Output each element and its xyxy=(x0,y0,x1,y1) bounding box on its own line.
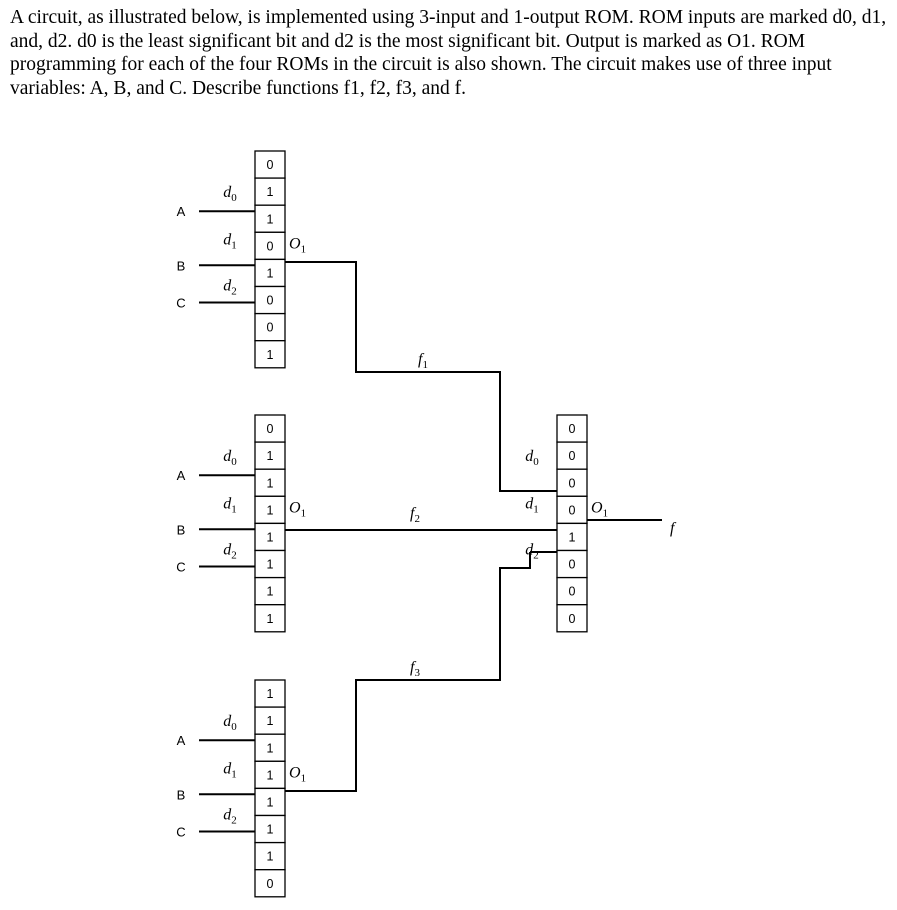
rom-f2 xyxy=(255,415,285,632)
rom-f2-cell-value: 1 xyxy=(266,584,274,599)
label-f1: $f_1$ xyxy=(418,351,428,371)
rom-f2-cell-value: 1 xyxy=(266,530,274,545)
rom-f3-pin-d1: $d_1$ xyxy=(223,760,237,781)
rom-f-cell-value: 0 xyxy=(568,449,576,464)
rom-f3-output-label: $O_1$ xyxy=(289,764,307,785)
rom-f3-cell-value: 1 xyxy=(266,849,274,864)
rom-f2-input-a-label: A xyxy=(176,468,186,484)
rom-f1-cell-value: 0 xyxy=(266,320,274,335)
rom-f-pin-d1: $d_1$ xyxy=(525,495,539,516)
problem-text: A circuit, as illustrated below, is implemented using 3-input and 1-output ROM. ROM inputs are marked d0, d1, and, d2. d0 is the least significant bit and d2 is the most significant bit. Output is marked as O1. ROM programming for each of the four ROMs in the circuit is also shown. The circuit makes use of three input variables: A, B, and C. Describe functions f1, f2, f3, and f. xyxy=(10,7,887,99)
rom-f3-cell-value: 1 xyxy=(266,687,274,702)
wire-f1 xyxy=(285,262,530,491)
rom-f3-cell-value: 1 xyxy=(266,822,274,837)
rom-f3-input-c-label: C xyxy=(176,824,186,840)
rom-f2-input-c-label: C xyxy=(176,559,186,575)
rom-f-cell-value: 0 xyxy=(568,584,576,599)
rom-f3-cell-value: 1 xyxy=(266,768,274,783)
rom-f-cell-value: 0 xyxy=(568,476,576,491)
rom-f3-pin-d2: $d_2$ xyxy=(223,806,237,827)
rom-f3-cell-value: 1 xyxy=(266,714,274,729)
rom-f1-pin-d1: $d_1$ xyxy=(223,231,237,252)
rom-f1-pin-d0: $d_0$ xyxy=(223,184,237,205)
rom-f-cell-value: 0 xyxy=(568,422,576,437)
rom-f xyxy=(557,415,587,632)
rom-f2-output-label: $O_1$ xyxy=(289,499,307,520)
rom-f2-cell-value: 1 xyxy=(266,449,274,464)
rom-f-cell-value: 0 xyxy=(568,611,576,626)
rom-f2-cell-value: 1 xyxy=(266,476,274,491)
rom-f3-input-b-label: B xyxy=(176,787,186,803)
rom-f1 xyxy=(255,151,285,368)
rom-f2-input-b-label: B xyxy=(176,522,186,538)
rom-f1-cell-value: 1 xyxy=(266,212,274,227)
rom-f1-cell-value: 1 xyxy=(266,266,274,281)
rom-f1-input-a-label: A xyxy=(176,204,186,220)
rom-f3-pin-d0: $d_0$ xyxy=(223,713,237,734)
rom-f1-input-c-label: C xyxy=(176,295,186,311)
rom-f1-output-label: $O_1$ xyxy=(289,235,307,256)
rom-f2-pin-d0: $d_0$ xyxy=(223,448,237,469)
rom-f-cell-value: 1 xyxy=(568,530,576,545)
rom-f-output-label: $O_1$ xyxy=(591,499,609,520)
rom-f2-cell-value: 0 xyxy=(266,422,274,437)
rom-f1-cell-value: 0 xyxy=(266,293,274,308)
rom-f2-cell-value: 1 xyxy=(266,503,274,518)
rom-f2-pin-d1: $d_1$ xyxy=(223,495,237,516)
rom-f2-pin-d2: $d_2$ xyxy=(223,541,237,562)
rom-f-pin-d0: $d_0$ xyxy=(525,448,539,469)
rom-f-pin-d2: $d_2$ xyxy=(525,541,539,562)
rom-f3-cell-value: 1 xyxy=(266,741,274,756)
rom-f1-cell-value: 0 xyxy=(266,158,274,173)
rom-f1-cell-value: 1 xyxy=(266,185,274,200)
rom-f1-pin-d2: $d_2$ xyxy=(223,277,237,298)
rom-f2-cell-value: 1 xyxy=(266,611,274,626)
rom-f-cell-value: 0 xyxy=(568,557,576,572)
label-f2: $f_2$ xyxy=(410,505,420,525)
rom-f1-input-b-label: B xyxy=(176,258,186,274)
wire-f3 xyxy=(285,552,530,791)
rom-f3-cell-value: 0 xyxy=(266,876,274,891)
label-f: f xyxy=(670,520,675,537)
rom-f3-cell-value: 1 xyxy=(266,795,274,810)
rom-f3-input-a-label: A xyxy=(176,733,186,749)
rom-f3 xyxy=(255,680,285,897)
label-f3: $f_3$ xyxy=(410,659,420,679)
rom-f-cell-value: 0 xyxy=(568,503,576,518)
rom-f1-cell-value: 0 xyxy=(266,239,274,254)
rom-f1-cell-value: 1 xyxy=(266,347,274,362)
rom-f2-cell-value: 1 xyxy=(266,557,274,572)
